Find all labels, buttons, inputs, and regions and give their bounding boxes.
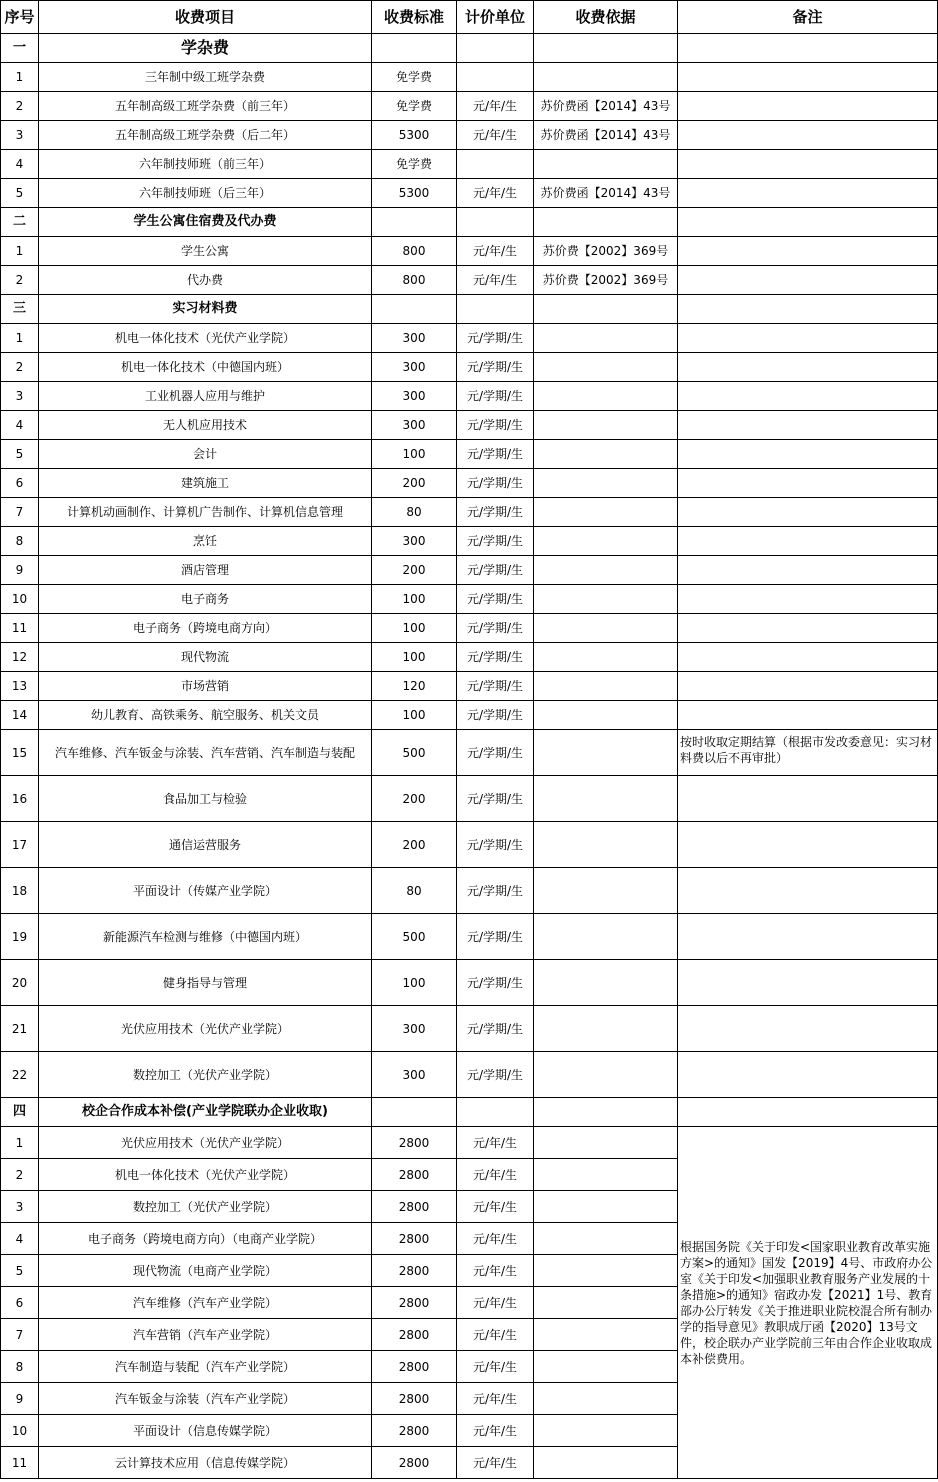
fee-unit: 元/学期/生 <box>457 730 534 776</box>
empty-cell <box>534 295 678 324</box>
fee-basis <box>534 1159 678 1191</box>
table-row <box>1 63 938 92</box>
fee-unit: 元/学期/生 <box>457 1006 534 1052</box>
row-number: 1 <box>1 1127 39 1159</box>
fee-item: 机电一体化技术（中德国内班） <box>39 353 372 382</box>
fee-item: 烹饪 <box>39 527 372 556</box>
fee-basis <box>534 1052 678 1098</box>
fee-basis <box>534 440 678 469</box>
section-row <box>1 34 938 63</box>
fee-basis <box>534 701 678 730</box>
fee-standard: 300 <box>372 324 457 353</box>
row-number: 3 <box>1 1191 39 1223</box>
fee-basis <box>534 1319 678 1351</box>
empty-cell <box>678 498 938 527</box>
empty-cell <box>372 1098 457 1127</box>
row-number: 5 <box>1 179 39 208</box>
fee-basis <box>534 643 678 672</box>
empty-cell <box>678 960 938 1006</box>
table-row <box>1 440 938 469</box>
empty-cell <box>678 353 938 382</box>
fee-basis <box>534 868 678 914</box>
table-row <box>1 469 938 498</box>
fee-item: 光伏应用技术（光伏产业学院） <box>39 1127 372 1159</box>
fee-basis <box>534 469 678 498</box>
table-row <box>1 150 938 179</box>
table-row <box>1 1052 938 1098</box>
fee-item: 汽车钣金与涂装（汽车产业学院） <box>39 1383 372 1415</box>
section-row <box>1 295 938 324</box>
fee-basis: 苏价费【2002】369号 <box>534 237 678 266</box>
fee-basis <box>534 1006 678 1052</box>
table-row <box>1 914 938 960</box>
row-number: 5 <box>1 440 39 469</box>
fee-standard: 2800 <box>372 1319 457 1351</box>
table-row <box>1 776 938 822</box>
fee-standard: 2800 <box>372 1223 457 1255</box>
empty-cell <box>678 208 938 237</box>
empty-cell <box>678 776 938 822</box>
fee-basis <box>534 1415 678 1447</box>
fee-item: 食品加工与检验 <box>39 776 372 822</box>
fee-standard: 2800 <box>372 1191 457 1223</box>
fee-basis <box>534 353 678 382</box>
table-row <box>1 614 938 643</box>
fee-item: 云计算技术应用（信息传媒学院） <box>39 1447 372 1479</box>
empty-cell <box>457 1098 534 1127</box>
row-number: 10 <box>1 1415 39 1447</box>
row-number: 10 <box>1 585 39 614</box>
fee-standard: 免学费 <box>372 150 457 179</box>
empty-cell <box>678 527 938 556</box>
table-row <box>1 353 938 382</box>
fee-unit: 元/学期/生 <box>457 1052 534 1098</box>
fee-standard: 800 <box>372 237 457 266</box>
fee-unit: 元/学期/生 <box>457 914 534 960</box>
row-number: 17 <box>1 822 39 868</box>
empty-cell <box>678 150 938 179</box>
empty-cell <box>678 701 938 730</box>
fee-standard: 5300 <box>372 121 457 150</box>
fee-item: 机电一体化技术（光伏产业学院） <box>39 324 372 353</box>
fee-standard: 2800 <box>372 1127 457 1159</box>
header-row <box>1 1 938 34</box>
fee-unit: 元/学期/生 <box>457 382 534 411</box>
table-row <box>1 643 938 672</box>
fee-unit: 元/年/生 <box>457 266 534 295</box>
fee-basis <box>534 411 678 440</box>
fee-unit: 元/学期/生 <box>457 960 534 1006</box>
fee-standard: 2800 <box>372 1383 457 1415</box>
fee-standard: 100 <box>372 585 457 614</box>
row-number: 3 <box>1 382 39 411</box>
empty-cell <box>457 295 534 324</box>
fee-item: 会计 <box>39 440 372 469</box>
table-row <box>1 1006 938 1052</box>
fee-item: 市场营销 <box>39 672 372 701</box>
table-row <box>1 701 938 730</box>
row-number: 12 <box>1 643 39 672</box>
empty-cell <box>678 1052 938 1098</box>
fee-standard: 300 <box>372 411 457 440</box>
row-number: 2 <box>1 266 39 295</box>
empty-cell <box>457 34 534 63</box>
section-number: 四 <box>1 1098 39 1127</box>
fee-item: 无人机应用技术 <box>39 411 372 440</box>
table-row <box>1 527 938 556</box>
row-number: 9 <box>1 1383 39 1415</box>
fee-item: 建筑施工 <box>39 469 372 498</box>
fee-standard: 300 <box>372 1006 457 1052</box>
fee-standard: 免学费 <box>372 92 457 121</box>
fee-unit: 元/学期/生 <box>457 498 534 527</box>
table-row <box>1 822 938 868</box>
section-number: 二 <box>1 208 39 237</box>
fee-basis: 苏价费函【2014】43号 <box>534 121 678 150</box>
row-number: 15 <box>1 730 39 776</box>
fee-unit: 元/年/生 <box>457 1191 534 1223</box>
fee-item: 酒店管理 <box>39 556 372 585</box>
header-no: 序号 <box>1 1 39 34</box>
fee-unit: 元/年/生 <box>457 1351 534 1383</box>
fee-standard: 100 <box>372 440 457 469</box>
section-title: 校企合作成本补偿(产业学院联办企业收取) <box>39 1098 372 1127</box>
fee-standard: 300 <box>372 527 457 556</box>
fee-standard: 2800 <box>372 1287 457 1319</box>
empty-cell <box>678 914 938 960</box>
empty-cell <box>678 469 938 498</box>
table-row <box>1 179 938 208</box>
fee-basis: 苏价费函【2014】43号 <box>534 179 678 208</box>
fee-unit: 元/年/生 <box>457 1127 534 1159</box>
remark-material-fee: 按时收取定期结算（根据市发改委意见：实习材料费以后不再审批） <box>678 730 938 776</box>
fee-basis <box>534 585 678 614</box>
row-number: 13 <box>1 672 39 701</box>
header-remark: 备注 <box>678 1 938 34</box>
fee-item: 新能源汽车检测与维修（中德国内班） <box>39 914 372 960</box>
row-number: 18 <box>1 868 39 914</box>
fee-basis <box>534 498 678 527</box>
row-number: 4 <box>1 411 39 440</box>
table-row <box>1 92 938 121</box>
table-row <box>1 266 938 295</box>
fee-unit <box>457 63 534 92</box>
fee-unit: 元/年/生 <box>457 1255 534 1287</box>
fee-item: 计算机动画制作、计算机广告制作、计算机信息管理 <box>39 498 372 527</box>
row-number: 5 <box>1 1255 39 1287</box>
fee-table-body <box>1 34 938 1479</box>
fee-basis <box>534 914 678 960</box>
fee-standard: 5300 <box>372 179 457 208</box>
fee-unit: 元/年/生 <box>457 1159 534 1191</box>
empty-cell <box>678 822 938 868</box>
table-row <box>1 1127 938 1159</box>
row-number: 16 <box>1 776 39 822</box>
empty-cell <box>678 324 938 353</box>
row-number: 6 <box>1 469 39 498</box>
fee-standard: 200 <box>372 469 457 498</box>
row-number: 1 <box>1 237 39 266</box>
fee-basis <box>534 1383 678 1415</box>
empty-cell <box>534 1098 678 1127</box>
header-standard: 收费标准 <box>372 1 457 34</box>
fee-item: 光伏应用技术（光伏产业学院） <box>39 1006 372 1052</box>
fee-standard: 500 <box>372 914 457 960</box>
fee-basis <box>534 527 678 556</box>
row-number: 9 <box>1 556 39 585</box>
fee-item: 通信运营服务 <box>39 822 372 868</box>
fee-item: 电子商务（跨境电商方向） <box>39 614 372 643</box>
fee-unit: 元/学期/生 <box>457 868 534 914</box>
fee-standard: 800 <box>372 266 457 295</box>
empty-cell <box>678 1006 938 1052</box>
fee-basis <box>534 1255 678 1287</box>
fee-unit: 元/年/生 <box>457 1319 534 1351</box>
row-number: 2 <box>1 1159 39 1191</box>
table-row <box>1 324 938 353</box>
fee-basis <box>534 776 678 822</box>
fee-basis: 苏价费【2002】369号 <box>534 266 678 295</box>
fee-unit: 元/学期/生 <box>457 469 534 498</box>
row-number: 11 <box>1 614 39 643</box>
empty-cell <box>678 92 938 121</box>
empty-cell <box>678 585 938 614</box>
row-number: 8 <box>1 527 39 556</box>
fee-unit: 元/学期/生 <box>457 556 534 585</box>
fee-unit: 元/年/生 <box>457 1415 534 1447</box>
empty-cell <box>372 34 457 63</box>
fee-unit: 元/年/生 <box>457 1383 534 1415</box>
header-basis: 收费依据 <box>534 1 678 34</box>
fee-item: 数控加工（光伏产业学院） <box>39 1052 372 1098</box>
empty-cell <box>678 556 938 585</box>
fee-unit: 元/学期/生 <box>457 614 534 643</box>
row-number: 7 <box>1 1319 39 1351</box>
empty-cell <box>678 440 938 469</box>
fee-standard: 200 <box>372 556 457 585</box>
fee-standard: 100 <box>372 701 457 730</box>
table-row <box>1 237 938 266</box>
fee-item: 数控加工（光伏产业学院） <box>39 1191 372 1223</box>
fee-item: 五年制高级工班学杂费（前三年） <box>39 92 372 121</box>
fee-basis <box>534 324 678 353</box>
fee-basis <box>534 1287 678 1319</box>
fee-unit: 元/学期/生 <box>457 440 534 469</box>
table-row <box>1 382 938 411</box>
fee-item: 平面设计（信息传媒学院） <box>39 1415 372 1447</box>
empty-cell <box>678 672 938 701</box>
fee-unit: 元/学期/生 <box>457 643 534 672</box>
table-row <box>1 585 938 614</box>
fee-basis <box>534 730 678 776</box>
fee-item: 工业机器人应用与维护 <box>39 382 372 411</box>
fee-unit: 元/学期/生 <box>457 324 534 353</box>
empty-cell <box>678 1098 938 1127</box>
table-row <box>1 411 938 440</box>
fee-basis <box>534 822 678 868</box>
fee-item: 健身指导与管理 <box>39 960 372 1006</box>
empty-cell <box>678 266 938 295</box>
empty-cell <box>678 382 938 411</box>
fee-basis <box>534 1351 678 1383</box>
fee-unit: 元/年/生 <box>457 1223 534 1255</box>
section-number: 一 <box>1 34 39 63</box>
fee-item: 幼儿教育、高铁乘务、航空服务、机关文员 <box>39 701 372 730</box>
fee-basis <box>534 63 678 92</box>
row-number: 6 <box>1 1287 39 1319</box>
row-number: 20 <box>1 960 39 1006</box>
fee-unit: 元/年/生 <box>457 1287 534 1319</box>
fee-unit: 元/学期/生 <box>457 701 534 730</box>
fee-unit: 元/年/生 <box>457 92 534 121</box>
fee-unit: 元/年/生 <box>457 237 534 266</box>
row-number: 14 <box>1 701 39 730</box>
empty-cell <box>678 34 938 63</box>
empty-cell <box>534 208 678 237</box>
fee-unit: 元/学期/生 <box>457 672 534 701</box>
fee-unit: 元/学期/生 <box>457 527 534 556</box>
fee-item: 五年制高级工班学杂费（后二年） <box>39 121 372 150</box>
fee-standard: 200 <box>372 776 457 822</box>
fee-standard: 80 <box>372 498 457 527</box>
section-title: 学杂费 <box>39 34 372 63</box>
fee-basis <box>534 1127 678 1159</box>
fee-standard: 100 <box>372 614 457 643</box>
fee-unit: 元/学期/生 <box>457 822 534 868</box>
section-title: 实习材料费 <box>39 295 372 324</box>
fee-standard: 2800 <box>372 1159 457 1191</box>
fee-unit: 元/学期/生 <box>457 353 534 382</box>
section-title: 学生公寓住宿费及代办费 <box>39 208 372 237</box>
fee-item: 平面设计（传媒产业学院） <box>39 868 372 914</box>
fee-standard: 100 <box>372 643 457 672</box>
fee-item: 汽车维修、汽车钣金与涂装、汽车营销、汽车制造与装配 <box>39 730 372 776</box>
table-row <box>1 960 938 1006</box>
table-row <box>1 556 938 585</box>
fee-basis <box>534 672 678 701</box>
fee-standard: 200 <box>372 822 457 868</box>
empty-cell <box>678 179 938 208</box>
fee-standard: 2800 <box>372 1447 457 1479</box>
section-row <box>1 208 938 237</box>
section-row <box>1 1098 938 1127</box>
row-number: 3 <box>1 121 39 150</box>
empty-cell <box>678 643 938 672</box>
fee-standard: 300 <box>372 353 457 382</box>
fee-basis <box>534 1223 678 1255</box>
row-number: 22 <box>1 1052 39 1098</box>
fee-standard: 300 <box>372 382 457 411</box>
fee-item: 电子商务（跨境电商方向）（电商产业学院） <box>39 1223 372 1255</box>
row-number: 2 <box>1 92 39 121</box>
header-item: 收费项目 <box>39 1 372 34</box>
fee-standard: 免学费 <box>372 63 457 92</box>
fee-basis <box>534 556 678 585</box>
empty-cell <box>534 34 678 63</box>
row-number: 4 <box>1 150 39 179</box>
empty-cell <box>372 208 457 237</box>
empty-cell <box>678 411 938 440</box>
section-number: 三 <box>1 295 39 324</box>
fee-basis <box>534 1191 678 1223</box>
table-row <box>1 730 938 776</box>
fee-item: 六年制技师班（前三年） <box>39 150 372 179</box>
row-number: 1 <box>1 324 39 353</box>
row-number: 19 <box>1 914 39 960</box>
fee-standard: 2800 <box>372 1415 457 1447</box>
fee-item: 三年制中级工班学杂费 <box>39 63 372 92</box>
fee-item: 现代物流 <box>39 643 372 672</box>
fee-unit <box>457 150 534 179</box>
fee-basis <box>534 960 678 1006</box>
fee-standard: 100 <box>372 960 457 1006</box>
table-row <box>1 672 938 701</box>
fee-unit: 元/学期/生 <box>457 776 534 822</box>
fee-item: 六年制技师班（后三年） <box>39 179 372 208</box>
fee-standard: 500 <box>372 730 457 776</box>
fee-item: 汽车制造与装配（汽车产业学院） <box>39 1351 372 1383</box>
row-number: 7 <box>1 498 39 527</box>
fee-unit: 元/学期/生 <box>457 411 534 440</box>
row-number: 8 <box>1 1351 39 1383</box>
row-number: 21 <box>1 1006 39 1052</box>
table-row <box>1 498 938 527</box>
fee-basis: 苏价费函【2014】43号 <box>534 92 678 121</box>
empty-cell <box>678 614 938 643</box>
header-unit: 计价单位 <box>457 1 534 34</box>
fee-item: 机电一体化技术（光伏产业学院） <box>39 1159 372 1191</box>
row-number: 4 <box>1 1223 39 1255</box>
empty-cell <box>678 868 938 914</box>
fee-unit: 元/学期/生 <box>457 585 534 614</box>
fee-standard: 300 <box>372 1052 457 1098</box>
empty-cell <box>678 295 938 324</box>
empty-cell <box>678 63 938 92</box>
fee-item: 汽车营销（汽车产业学院） <box>39 1319 372 1351</box>
fee-item: 学生公寓 <box>39 237 372 266</box>
fee-unit: 元/年/生 <box>457 179 534 208</box>
remark-cooperation: 根据国务院《关于印发<国家职业教育改革实施方案>的通知》国发【2019】4号、市政府办公室《关于印发<加强职业教育服务产业发展的十条措施>的通知》宿政办发【2021】1号、教育部办公厅转发《关于推进职业院校混合所有制办学的指导意见》教职成厅函【2020】13号文件，校企联办产业学院前三年由合作企业收取成本补偿费用。 <box>678 1127 938 1479</box>
fee-basis <box>534 614 678 643</box>
table-row <box>1 868 938 914</box>
empty-cell <box>372 295 457 324</box>
fee-basis <box>534 1447 678 1479</box>
fee-item: 汽车维修（汽车产业学院） <box>39 1287 372 1319</box>
fee-standard: 2800 <box>372 1351 457 1383</box>
fee-standard: 80 <box>372 868 457 914</box>
fee-standard: 2800 <box>372 1255 457 1287</box>
fee-basis <box>534 150 678 179</box>
fee-standard: 120 <box>372 672 457 701</box>
fee-unit: 元/年/生 <box>457 121 534 150</box>
empty-cell <box>678 121 938 150</box>
fee-item: 代办费 <box>39 266 372 295</box>
row-number: 1 <box>1 63 39 92</box>
fee-unit: 元/年/生 <box>457 1447 534 1479</box>
empty-cell <box>678 237 938 266</box>
row-number: 11 <box>1 1447 39 1479</box>
fee-item: 电子商务 <box>39 585 372 614</box>
fee-item: 现代物流（电商产业学院） <box>39 1255 372 1287</box>
fee-basis <box>534 382 678 411</box>
empty-cell <box>457 208 534 237</box>
table-row <box>1 121 938 150</box>
row-number: 2 <box>1 353 39 382</box>
